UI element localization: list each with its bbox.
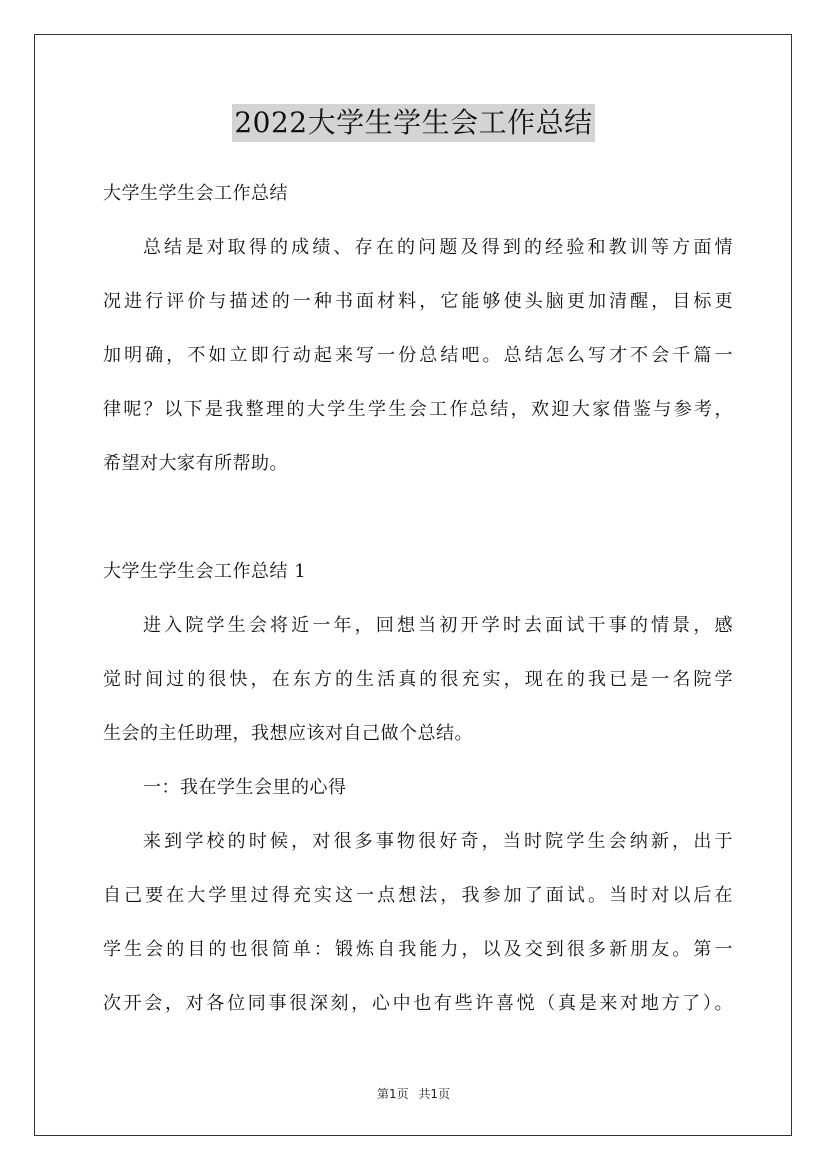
page-footer — [0, 1085, 827, 1102]
page-total: 共1页 — [418, 1087, 451, 1101]
title-container — [0, 104, 827, 142]
document-body — [103, 172, 733, 1036]
text-line: 觉时间过的很快，在东方的生活真的很充实，现在的我已是一名院学 — [103, 669, 733, 690]
text-line: 学生会的目的也很简单：锻炼自我能力，以及交到很多新朋友。第一 — [103, 939, 733, 960]
text-line: 况进行评价与描述的一种书面材料，它能够使头脑更加清醒，目标更 — [103, 291, 733, 312]
text-line: 加明确，不如立即行动起来写一份总结吧。总结怎么写才不会千篇一 — [103, 345, 733, 366]
text-line: 希望对大家有所帮助。 — [103, 453, 288, 474]
text-line: 次开会，对各位同事很深刻，心中也有些许喜悦（真是来对地方了）。 — [103, 993, 733, 1014]
text-line: 自己要在大学里过得充实这一点想法，我参加了面试。当时对以后在 — [103, 885, 733, 906]
text-line: 生会的主任助理，我想应该对自己做个总结。 — [103, 723, 473, 744]
text-line: 大学生学生会工作总结 1 — [103, 561, 307, 582]
text-line: 一：我在学生会里的心得 — [143, 777, 347, 798]
text-line: 大学生学生会工作总结 — [103, 183, 288, 204]
text-line: 来到学校的时候，对很多事物很好奇，当时院学生会纳新，出于 — [143, 831, 733, 852]
text-line: 进入院学生会将近一年，回想当初开学时去面试干事的情景，感 — [143, 615, 733, 636]
page-number: 第1页 — [376, 1087, 409, 1101]
text-line: 律呢？以下是我整理的大学生学生会工作总结，欢迎大家借鉴与参考， — [103, 399, 733, 420]
blank-line — [103, 496, 733, 550]
text-line: 总结是对取得的成绩、存在的问题及得到的经验和教训等方面情 — [143, 237, 733, 258]
document-title: 2022大学生学生会工作总结 — [232, 104, 594, 142]
